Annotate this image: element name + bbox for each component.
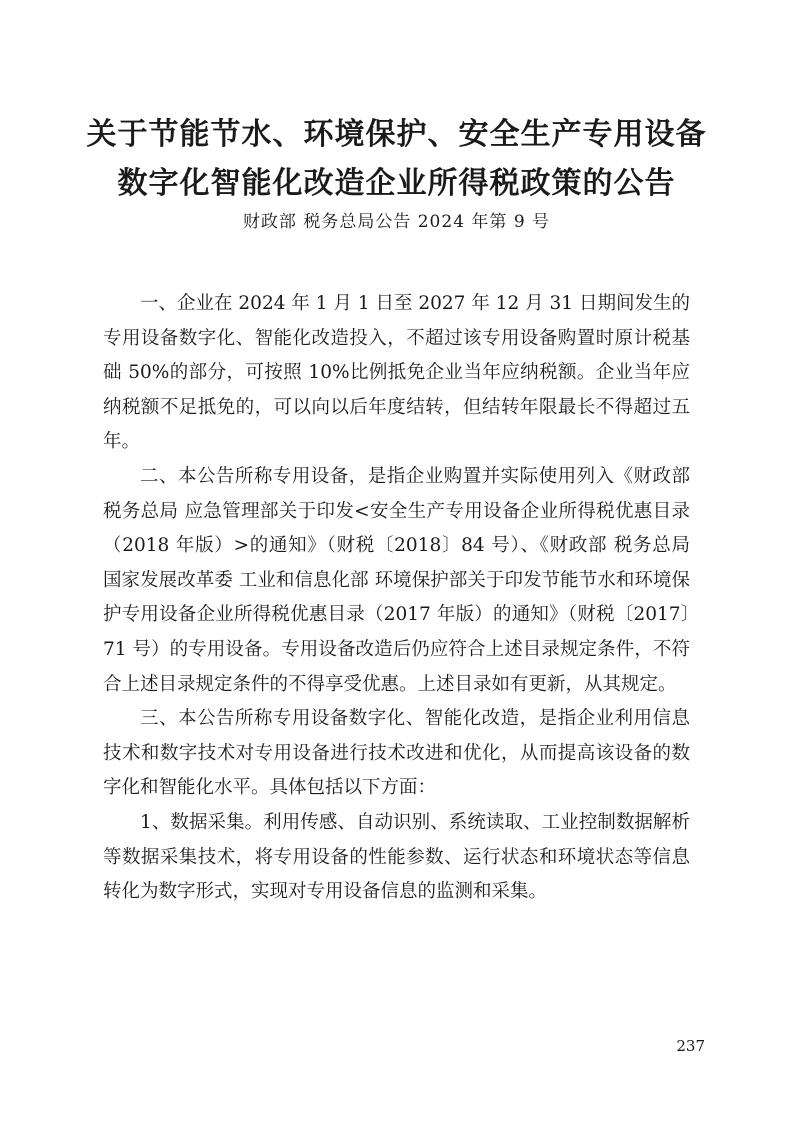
document-body <box>103 287 690 910</box>
paragraph-1: 一、企业在 2024 年 1 月 1 日至 2027 年 12 月 31 日期间发生的专用设备数字化、智能化改造投入，不超过该专用设备购置时原计税基础 50%的部分，可按照 10%比例抵免企业当年应纳税额。企业当年应纳税额不足抵免的，可以向以后年度结转，但结转年限最长不得超过五年。 <box>103 293 690 453</box>
page-number: 237 <box>676 1037 705 1055</box>
document-title-line-2: 数字化智能化改造企业所得税政策的公告 <box>117 166 676 201</box>
paragraph-4: 1、数据采集。利用传感、自动识别、系统读取、工业控制数据解析等数据采集技术，将专用设备的性能参数、运行状态和环境状态等信息转化为数字形式，实现对专用设备信息的监测和采集。 <box>103 811 690 903</box>
paragraph-2: 二、本公告所称专用设备，是指企业购置并实际使用列入《财政部 税务总局 应急管理部关于印发<安全生产专用设备企业所得税优惠目录（2018 年版）>的通知》（财税〔2018〕84 号）、《财政部 税务总局 国家发展改革委 工业和信息化部 环境保护部关于印发节能节水和环境保护专用设备企业所得税优惠目录（2017 年版）的通知》（财税〔2017〕71 号）的专用设备。专用设备改造后仍应符合上述目录规定条件，不符合上述目录规定条件的不得享受优惠。上述目录如有更新，从其规定。 <box>103 465 690 695</box>
paragraph-3: 三、本公告所称专用设备数字化、智能化改造，是指企业利用信息技术和数字技术对专用设备进行技术改进和优化，从而提高该设备的数字化和智能化水平。具体包括以下方面： <box>103 708 690 799</box>
document-title-line-1: 关于节能节水、环境保护、安全生产专用设备 <box>86 117 707 152</box>
document-subtitle: 财政部 税务总局公告 2024 年第 9 号 <box>242 212 551 232</box>
